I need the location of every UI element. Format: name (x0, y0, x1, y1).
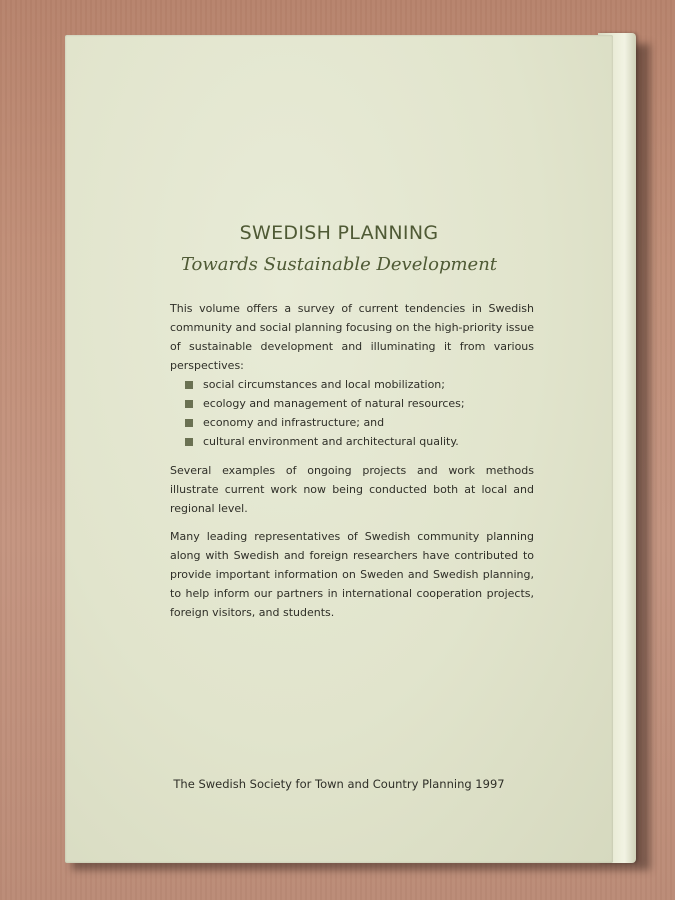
list-item (185, 432, 534, 451)
square-bullet-icon (185, 381, 193, 389)
square-bullet-icon (185, 438, 193, 446)
list-item-text: cultural environment and architectural quality. (203, 435, 459, 448)
blurb (170, 299, 534, 631)
blurb-intro: This volume offers a survey of current tendencies in Swedish community and social planning focusing on the high-priority issue of sustainable development and illuminating it from various perspectives: (170, 302, 534, 372)
list-item (185, 375, 534, 394)
square-bullet-icon (185, 400, 193, 408)
list-item (185, 413, 534, 432)
book-back-cover (65, 35, 613, 863)
publisher-line: The Swedish Society for Town and Country Planning 1997 (173, 777, 505, 791)
blurb-paragraph-contributors: Many leading representatives of Swedish community planning along with Swedish and foreign researchers have contributed to provide important information on Sweden and Swedish planning, to help inform our partners in international cooperation projects, foreign visitors, and students. (170, 530, 534, 619)
book-title: SWEDISH PLANNING (239, 222, 439, 244)
list-item-text: ecology and management of natural resources; (203, 397, 465, 410)
blurb-paragraph-projects: Several examples of ongoing projects and work methods illustrate current work now being conducted both at local and regional level. (170, 464, 534, 515)
list-item (185, 394, 534, 413)
list-item-text: economy and infrastructure; and (203, 416, 385, 429)
book-subtitle: Towards Sustainable Development (180, 254, 498, 275)
list-item-text: social circumstances and local mobilization; (203, 378, 445, 391)
square-bullet-icon (185, 419, 193, 427)
perspectives-list (170, 375, 534, 451)
